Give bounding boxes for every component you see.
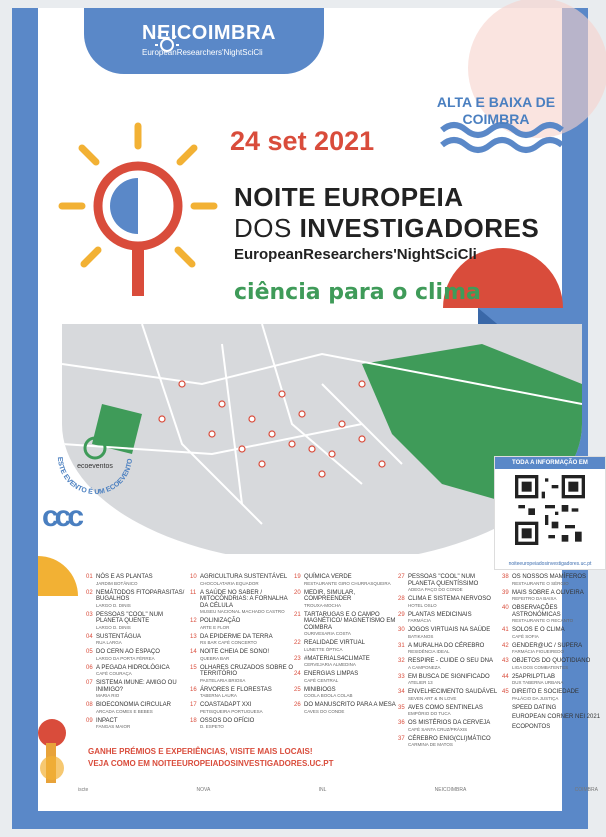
list-column-4 bbox=[398, 574, 502, 751]
logo-subtext: EuropeanResearchers'NightSciCli bbox=[142, 48, 263, 57]
list-column-5 bbox=[502, 574, 606, 733]
item-name: EM BUSCA DE SIGNIFICADO bbox=[408, 673, 490, 680]
item-number: 01 bbox=[86, 574, 93, 580]
item-location: LARGO D. DINIS bbox=[96, 624, 131, 630]
item-number: 44 bbox=[502, 673, 509, 680]
list-item bbox=[502, 724, 606, 731]
item-name: SISTEMA IMUNE: AMIGO OU INIMIGO? bbox=[96, 680, 177, 693]
list-column-3 bbox=[294, 574, 398, 718]
tagline: ciência para o clima bbox=[234, 280, 481, 305]
item-number: 20 bbox=[294, 589, 301, 596]
title-line-2 bbox=[234, 213, 539, 244]
list-item bbox=[86, 574, 190, 587]
item-location: COOLA BOOLA COLAB bbox=[304, 693, 353, 698]
list-column-2 bbox=[190, 574, 294, 733]
item-name: A SAÚDE NO SABER / MITOCÔNDRIAS: A FORNALHA DA CÉLULA bbox=[200, 589, 288, 609]
list-item bbox=[190, 574, 294, 587]
item-name: INPACT bbox=[96, 717, 118, 724]
item-location: SEVEN ART & IN LOVE bbox=[408, 695, 457, 701]
item-location: HOTEL OSLO bbox=[408, 602, 437, 608]
item-location: ARCADA COMES E BEBES bbox=[96, 708, 153, 714]
item-number: 24 bbox=[294, 671, 301, 677]
item-name: QUÍMICA VERDE bbox=[304, 574, 352, 580]
list-item bbox=[86, 680, 190, 699]
item-number bbox=[502, 724, 512, 731]
item-location: OURIVESARIA COSTA bbox=[304, 631, 351, 636]
item-location: CAVES DO CONDE bbox=[304, 708, 345, 714]
item-name: TARTARUGAS E O CAMPO MAGNÉTICO/ MAGNETISMO EM COIMBRA bbox=[304, 611, 396, 631]
item-name: SPEED DATING bbox=[512, 704, 557, 711]
item-number: 07 bbox=[86, 680, 93, 686]
item-number: 36 bbox=[398, 720, 405, 726]
item-name: ÁRVORES E FLORESTAS bbox=[200, 686, 272, 693]
item-name: DO CERN AO ESPAÇO bbox=[96, 649, 160, 655]
logo-text[interactable]: NEICOIMBRA bbox=[142, 22, 276, 44]
item-name: COASTADAPT XXI bbox=[200, 702, 252, 708]
item-number: 14 bbox=[190, 649, 197, 655]
item-name: MINIBIOGS bbox=[304, 686, 336, 693]
list-item bbox=[398, 720, 502, 733]
list-item bbox=[190, 665, 294, 684]
item-name: 25APRILPTLAB bbox=[512, 673, 556, 680]
item-name: A PEGADA HIDROLÓGICA bbox=[96, 664, 170, 671]
item-location: RUA LARGA bbox=[96, 640, 122, 645]
item-name: NEMÁTODOS FITOPARASITAS/ BUGALHOS bbox=[96, 589, 185, 602]
item-name: OS MISTÉRIOS DA CERVEJA bbox=[408, 720, 491, 726]
list-item bbox=[294, 590, 398, 609]
item-location: MUSEU NACIONAL MACHADO CASTRO bbox=[200, 609, 285, 614]
item-location: BATIKANOS bbox=[408, 633, 434, 639]
list-item bbox=[398, 596, 502, 609]
item-name: #MATERIALS4CLIMATE bbox=[304, 655, 370, 662]
qr-panel[interactable] bbox=[494, 456, 606, 570]
item-location: CAFÉ SOFIA bbox=[512, 633, 539, 639]
list-item bbox=[294, 612, 398, 638]
item-location: CARMINA DE MATOS bbox=[408, 742, 453, 747]
list-item bbox=[294, 671, 398, 684]
item-name: MEDIR, SIMULAR, COMPREENDER bbox=[304, 589, 356, 602]
item-number: 25 bbox=[294, 686, 301, 693]
title-line-2a: DOS bbox=[234, 213, 300, 243]
frame-bottom bbox=[12, 811, 588, 829]
item-number: 43 bbox=[502, 658, 509, 664]
ecoevento-arc-text: ESTE EVENTO É UM ECOEVENTO bbox=[55, 456, 135, 497]
list-item bbox=[502, 714, 606, 721]
promo-line-1: GANHE PRÉMIOS E EXPERIÊNCIAS, VISITE MAIS LOCAIS! bbox=[88, 747, 313, 756]
item-location: LARGO DA PORTA FÉRREA bbox=[96, 655, 155, 661]
item-name: AGRICULTURA SUSTENTÁVEL bbox=[200, 574, 288, 580]
item-number: 21 bbox=[294, 611, 301, 618]
item-number: 30 bbox=[398, 627, 405, 633]
item-number: 27 bbox=[398, 574, 405, 580]
item-number: 08 bbox=[86, 702, 93, 708]
item-number: 39 bbox=[502, 589, 509, 596]
partner-logo: iscte bbox=[78, 787, 89, 793]
item-location: FARMÁCIA bbox=[408, 618, 432, 623]
item-number: 11 bbox=[190, 589, 197, 596]
item-location: RESTAURANTE O SÉRGIO bbox=[512, 580, 569, 586]
event-date: 24 set 2021 bbox=[230, 126, 375, 156]
item-number: 38 bbox=[502, 574, 509, 580]
item-number: 15 bbox=[190, 664, 197, 671]
partner-logo: NOVA bbox=[196, 787, 211, 793]
item-location: ATELIER 13 bbox=[408, 680, 433, 685]
item-location: LUNETTE ÓPTICA bbox=[304, 646, 343, 652]
ecoevento-text: ecoeventos bbox=[77, 463, 113, 470]
list-item bbox=[502, 627, 606, 640]
item-number: 40 bbox=[502, 605, 509, 611]
partner-logos bbox=[78, 778, 598, 802]
item-number: 06 bbox=[86, 664, 93, 671]
item-location: LARGO D. DINIS bbox=[96, 602, 131, 608]
list-item bbox=[502, 689, 606, 702]
item-number: 19 bbox=[294, 574, 301, 580]
item-name: GENDER@UC / SUPERA bbox=[512, 642, 583, 649]
list-item bbox=[86, 590, 190, 609]
item-location: FANGAS MAIOR bbox=[96, 724, 131, 729]
promo-line-2[interactable]: VEJA COMO EM NOITEEUROPEIADOSINVESTIGADORES.UC.PT bbox=[88, 759, 334, 768]
partner-logo: INL bbox=[318, 787, 327, 793]
list-item bbox=[294, 574, 398, 587]
list-item bbox=[398, 705, 502, 718]
item-location: CAFÉ COURAÇA bbox=[96, 671, 132, 676]
item-name: OLHARES CRUZADOS SOBRE O TERRITÓRIO bbox=[200, 664, 294, 677]
item-number: 41 bbox=[502, 627, 509, 633]
item-number: 02 bbox=[86, 589, 93, 596]
item-location: D. ESPETO bbox=[200, 724, 224, 729]
item-name: OBSERVAÇÕES ASTRONÓMICAS bbox=[512, 605, 561, 618]
item-number bbox=[502, 705, 512, 712]
item-name: OSSOS DO OFÍCIO bbox=[200, 717, 255, 724]
item-number: 10 bbox=[190, 574, 197, 580]
item-name: NÓS E AS PLANTAS bbox=[96, 574, 153, 580]
item-name: OBJETOS DO QUOTIDIANO bbox=[512, 658, 591, 664]
list-item bbox=[86, 634, 190, 647]
item-number bbox=[502, 714, 512, 721]
ccc-logo: ccc bbox=[42, 500, 81, 533]
item-name: DA EPIDERME DA TERRA bbox=[200, 633, 273, 640]
item-number: 03 bbox=[86, 611, 93, 618]
item-name: RESPIRE - CUIDE O SEU DNA bbox=[408, 658, 494, 664]
item-name: PLANTAS MEDICINAIS bbox=[408, 611, 472, 618]
poster bbox=[12, 8, 601, 829]
item-name: EUROPEAN CORNER NEI 2021 bbox=[512, 714, 601, 720]
item-name: PESSOAS "COOL" NUM PLANETA QUENTE bbox=[96, 611, 163, 624]
item-location: REFEITRO DA BAIXA bbox=[512, 596, 557, 601]
list-item bbox=[86, 702, 190, 715]
item-location: LIGA DOS COMBATENTES bbox=[512, 664, 569, 670]
item-number: 12 bbox=[190, 618, 197, 624]
item-name: REALIDADE VIRTUAL bbox=[304, 640, 365, 646]
poster-inner bbox=[38, 8, 601, 811]
list-item bbox=[294, 702, 398, 715]
item-name: A MURALHA DO CÉREBRO bbox=[408, 642, 485, 649]
item-number: 16 bbox=[190, 686, 197, 693]
list-item bbox=[294, 640, 398, 653]
item-name: OS NOSSOS MAMÍFEROS bbox=[512, 574, 587, 580]
item-name: SOLOS E O CLIMA bbox=[512, 627, 565, 633]
list-item bbox=[398, 689, 502, 702]
frame-left bbox=[12, 8, 38, 829]
list-item bbox=[190, 687, 294, 700]
item-location: FARMÁCIA FIGUEIREDO bbox=[512, 649, 565, 654]
list-item bbox=[294, 656, 398, 669]
list-item bbox=[398, 736, 502, 749]
item-name: AVES COMO SENTINELAS bbox=[408, 704, 483, 711]
item-name: PESSOAS "COOL" NUM PLANETA QUENTÍSSIMO bbox=[408, 574, 479, 587]
item-location: RESIDÊNCIA IDEAL bbox=[408, 649, 450, 654]
item-number: 05 bbox=[86, 649, 93, 655]
item-name: CÉREBRO ENIG(CLI)MÁTICO bbox=[408, 735, 491, 742]
item-number: 37 bbox=[398, 735, 405, 742]
list-item bbox=[190, 718, 294, 731]
item-number: 32 bbox=[398, 658, 405, 664]
magnifier-sun-icon bbox=[58, 118, 218, 318]
item-number: 13 bbox=[190, 633, 197, 640]
list-item bbox=[398, 643, 502, 656]
qr-url[interactable]: noiteeuropeiadosinvestigadores.uc.pt bbox=[508, 561, 592, 567]
list-item bbox=[86, 718, 190, 731]
title-line-2b: INVESTIGADORES bbox=[299, 213, 540, 243]
item-number: 31 bbox=[398, 642, 405, 649]
item-location: CAFÉ CENTRAL bbox=[304, 677, 339, 683]
item-number: 33 bbox=[398, 673, 405, 680]
list-item bbox=[190, 618, 294, 631]
item-location: ARTE E FLOR bbox=[200, 624, 230, 630]
qr-heading: TODA A INFORMAÇÃO EM bbox=[495, 457, 605, 469]
item-name: BIOECONOMIA CIRCULAR bbox=[96, 702, 172, 708]
list-item bbox=[190, 590, 294, 616]
item-location: CERVEJARIA ALMEDINA bbox=[304, 662, 356, 667]
list-item bbox=[190, 634, 294, 647]
item-name: DO MANUSCRITO PARA A MESA bbox=[304, 702, 396, 708]
item-location: QUEBRA BAR bbox=[200, 655, 230, 661]
place-label: ALTA E BAIXA DE COIMBRA bbox=[436, 94, 556, 127]
item-number: 29 bbox=[398, 611, 405, 618]
list-item bbox=[502, 658, 606, 671]
item-location: DUX TABERNA URBANA bbox=[512, 680, 564, 685]
item-location: ADEGA PAÇO DO CONDE bbox=[408, 587, 463, 592]
item-number: 26 bbox=[294, 702, 301, 708]
item-name: DIREITO E SOCIEDADE bbox=[512, 689, 579, 695]
partner-logo: NEICOIMBRA bbox=[434, 787, 467, 793]
item-number: 45 bbox=[502, 689, 509, 695]
list-item bbox=[502, 574, 606, 587]
item-name: ENVELHECIMENTO SAUDÁVEL bbox=[408, 689, 498, 695]
list-item bbox=[398, 574, 502, 593]
item-name: NOITE CHEIA DE SONO! bbox=[200, 649, 270, 655]
promo-text bbox=[88, 746, 334, 770]
partner-logo: COIMBRA bbox=[574, 787, 598, 793]
list-item bbox=[502, 674, 606, 687]
item-number: 09 bbox=[86, 717, 93, 724]
list-item bbox=[398, 674, 502, 687]
list-item bbox=[190, 649, 294, 662]
item-location: TABERNA LAURA bbox=[200, 693, 237, 698]
item-location: RESTAURANTE GIRO CHURRASQUEIRA bbox=[304, 580, 391, 586]
item-location: A CAMPONEZA bbox=[408, 664, 441, 670]
item-location: PETISQUEIRA PORTUGUESA bbox=[200, 708, 263, 714]
item-number: 04 bbox=[86, 633, 93, 640]
list-item bbox=[398, 612, 502, 625]
list-item bbox=[86, 612, 190, 631]
list-column-1 bbox=[86, 574, 190, 733]
item-location: RESTAURANTE O RECANTO bbox=[512, 618, 574, 623]
item-location: PALÁCIO DA JUSTIÇA bbox=[512, 695, 559, 701]
item-location: CAFÉ SANTA CRUZ/PRÁXIS bbox=[408, 726, 468, 732]
list-item bbox=[86, 649, 190, 662]
list-item bbox=[502, 643, 606, 656]
list-item bbox=[502, 705, 606, 712]
ecoevento-badge bbox=[46, 408, 144, 506]
qr-code[interactable] bbox=[515, 475, 585, 545]
event-subtitle: EuropeanResearchers'NightSciCli bbox=[234, 246, 477, 263]
item-number: 34 bbox=[398, 689, 405, 695]
list-item bbox=[398, 627, 502, 640]
item-number: 22 bbox=[294, 640, 301, 646]
list-item bbox=[502, 605, 606, 624]
item-location: TROUXA-MOCHA bbox=[304, 602, 341, 608]
item-name: ECOPONTOS bbox=[512, 723, 551, 730]
item-name: JOGOS VIRTUAIS NA SAÚDE bbox=[408, 627, 491, 633]
list-item bbox=[190, 702, 294, 715]
item-number: 42 bbox=[502, 642, 509, 649]
item-name: SUSTENTÁGUA bbox=[96, 633, 142, 640]
item-location: CHOCOLATARIA EQUADOR bbox=[200, 580, 259, 586]
item-name: POLINIZAÇÃO bbox=[200, 618, 241, 624]
item-location: MARIA RIO bbox=[96, 693, 120, 698]
item-name: CLIMA E SISTEMA NERVOSO bbox=[408, 596, 491, 602]
item-name: MAIS SOBRE A OLIVEIRA bbox=[512, 589, 584, 596]
list-item bbox=[398, 658, 502, 671]
item-number: 18 bbox=[190, 717, 197, 724]
item-location: JARDIM BOTÂNICO bbox=[96, 580, 138, 586]
item-number: 35 bbox=[398, 704, 405, 711]
item-location: PASTELARIA BRIOSA bbox=[200, 677, 246, 683]
item-location: EMPÓRIO DO TUCA bbox=[408, 711, 451, 716]
item-location: RS BAR CAFÉ CONCERTO bbox=[200, 640, 257, 645]
item-number: 28 bbox=[398, 596, 405, 602]
title-line-1: NOITE EUROPEIA bbox=[234, 182, 464, 212]
list-item bbox=[294, 687, 398, 700]
item-number: 23 bbox=[294, 655, 301, 662]
list-item bbox=[86, 665, 190, 678]
list-item bbox=[502, 590, 606, 603]
item-name: ENERGIAS LIMPAS bbox=[304, 671, 359, 677]
item-number: 17 bbox=[190, 702, 197, 708]
